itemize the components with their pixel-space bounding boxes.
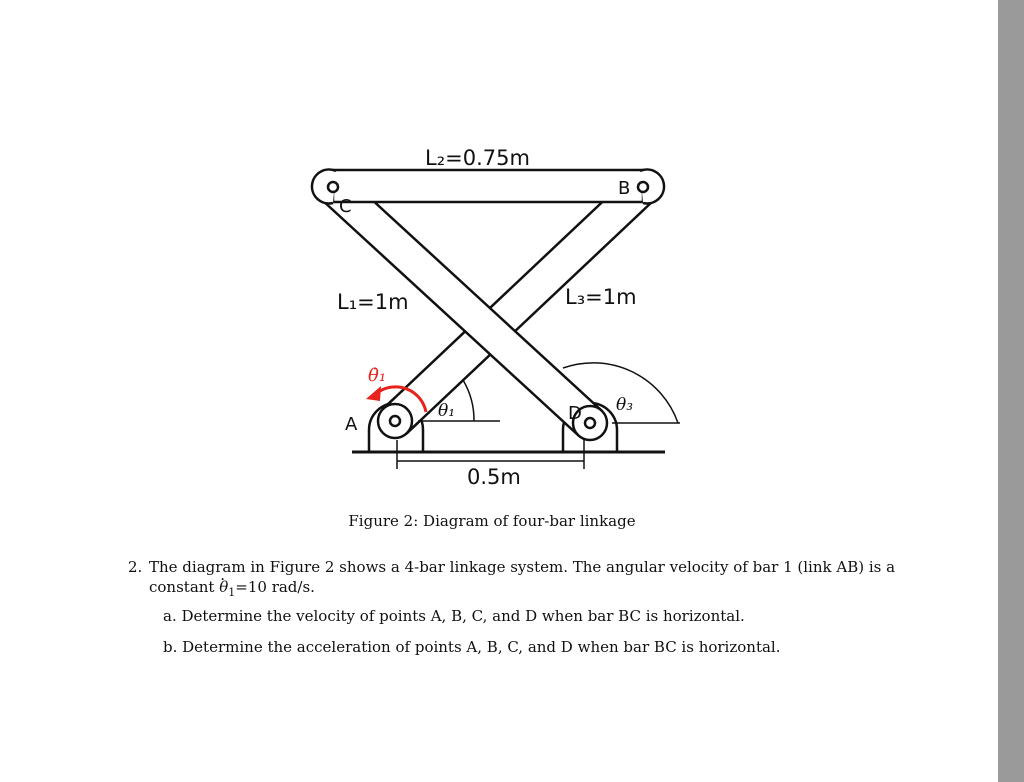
- angular-velocity-arrowhead: [366, 386, 381, 401]
- question-text-suffix: =10 rad/s.: [235, 578, 315, 596]
- part-b-label: b.: [163, 638, 178, 656]
- viewer-side-gutter: [998, 0, 1024, 782]
- joint-pin-d: [585, 418, 595, 428]
- theta-subscript: 1: [228, 586, 236, 599]
- joint-pin-c: [328, 182, 338, 192]
- part-a-text: Determine the velocity of points A, B, C, and D when bar BC is horizontal.: [181, 607, 745, 625]
- label-l2: L₂=0.75m: [425, 146, 530, 170]
- question-part-b: [163, 638, 781, 656]
- bar-2-link-bc: [333, 170, 643, 202]
- question-text-prefix: constant: [149, 578, 215, 596]
- label-base-distance: 0.5m: [467, 465, 521, 489]
- question-2: [128, 557, 898, 603]
- question-text: [128, 557, 898, 603]
- label-point-d: D: [568, 403, 582, 424]
- joint-pin-b: [638, 182, 648, 192]
- question-part-a: [163, 607, 745, 625]
- part-b-text: Determine the acceleration of points A, B, C, and D when bar BC is horizontal.: [182, 638, 781, 656]
- label-theta1-dot: θ̇₁: [368, 365, 387, 386]
- label-theta3: θ₃: [616, 395, 634, 415]
- label-point-c: C: [339, 196, 352, 217]
- label-point-b: B: [618, 178, 631, 199]
- label-point-a: A: [345, 414, 358, 435]
- label-l1: L₁=1m: [337, 290, 409, 314]
- theta-dot-symbol: · θ: [219, 578, 228, 596]
- question-number: 2.: [128, 558, 143, 576]
- label-theta1: θ₁: [438, 401, 456, 421]
- theta1-arc: [463, 380, 474, 421]
- part-a-label: a.: [163, 607, 177, 625]
- figure-caption: Figure 2: Diagram of four-bar linkage: [348, 512, 636, 530]
- label-l3: L₃=1m: [565, 285, 637, 309]
- joint-pin-a: [390, 416, 400, 426]
- question-text-line1: The diagram in Figure 2 shows a 4-bar linkage system. The angular velocity of bar 1 (link AB) is a: [149, 558, 896, 576]
